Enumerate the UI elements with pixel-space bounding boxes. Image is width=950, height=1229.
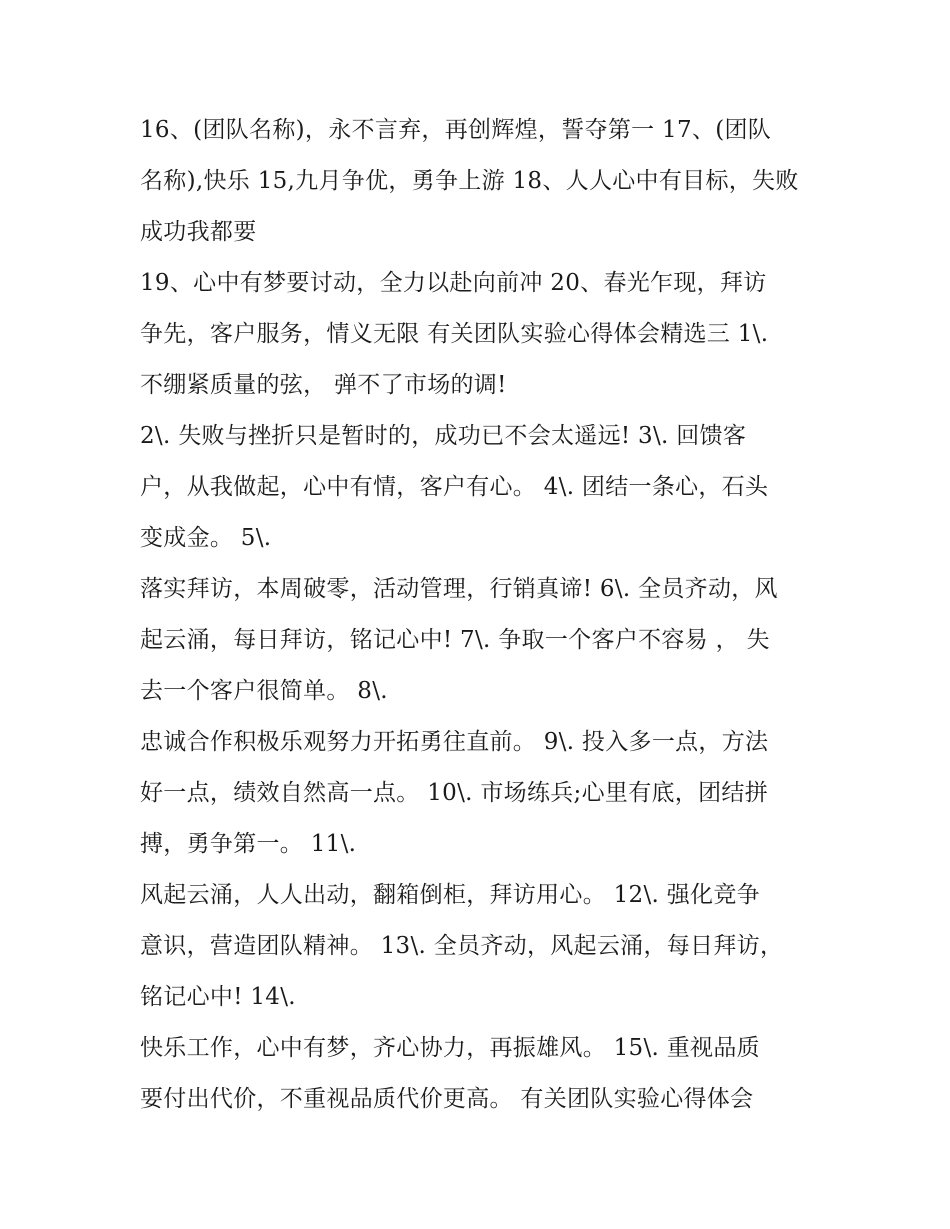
text-line: 去一个客户很简单。 8\. bbox=[140, 678, 388, 704]
text-line: 争先，客户服务，情义无限 有关团队实验心得体会精选三 1\. bbox=[140, 321, 769, 347]
text-line: 变成金。 5\. bbox=[140, 525, 272, 551]
text-line: 成功我都要 bbox=[140, 219, 257, 245]
text-line: 不绷紧质量的弦， 弹不了市场的调! bbox=[140, 372, 507, 398]
text-line: 名称),快乐 15,九月争优，勇争上游 18、人人心中有目标，失败 bbox=[140, 168, 799, 194]
text-line: 户，从我做起，心中有情，客户有心。 4\. 团结一条心，石头 bbox=[140, 474, 769, 500]
text-line: 要付出代价，不重视品质代价更高。 有关团队实验心得体会 bbox=[140, 1086, 754, 1112]
document-body bbox=[140, 105, 820, 1125]
text-line: 快乐工作，心中有梦，齐心协力，再振雄风。 15\. 重视品质 bbox=[140, 1035, 760, 1061]
text-line: 意识，营造团队精神。 13\. 全员齐动，风起云涌，每日拜访， bbox=[140, 933, 784, 959]
text-line: 16、(团队名称)，永不言弃，再创辉煌，誓夺第一 17、(团队 bbox=[140, 117, 772, 143]
text-line: 风起云涌，人人出动，翻箱倒柜，拜访用心。 12\. 强化竞争 bbox=[140, 882, 760, 908]
text-line: 搏，勇争第一。 11\. bbox=[140, 831, 357, 857]
text-line: 起云涌，每日拜访，铭记心中! 7\. 争取一个客户不容易 ， 失 bbox=[140, 627, 770, 653]
text-line: 好一点，绩效自然高一点。 10\. 市场练兵;心里有底，团结拼 bbox=[140, 780, 768, 806]
text-line: 忠诚合作积极乐观努力开拓勇往直前。 9\. 投入多一点，方法 bbox=[140, 729, 769, 755]
text-line: 19、心中有梦要讨动，全力以赴向前冲 20、春光乍现，拜访 bbox=[140, 270, 767, 296]
text-line: 2\. 失败与挫折只是暂时的，成功已不会太遥远! 3\. 回馈客 bbox=[140, 423, 747, 449]
text-line: 铭记心中! 14\. bbox=[140, 984, 296, 1010]
text-line: 落实拜访，本周破零，活动管理，行销真谛! 6\. 全员齐动，风 bbox=[140, 576, 778, 602]
